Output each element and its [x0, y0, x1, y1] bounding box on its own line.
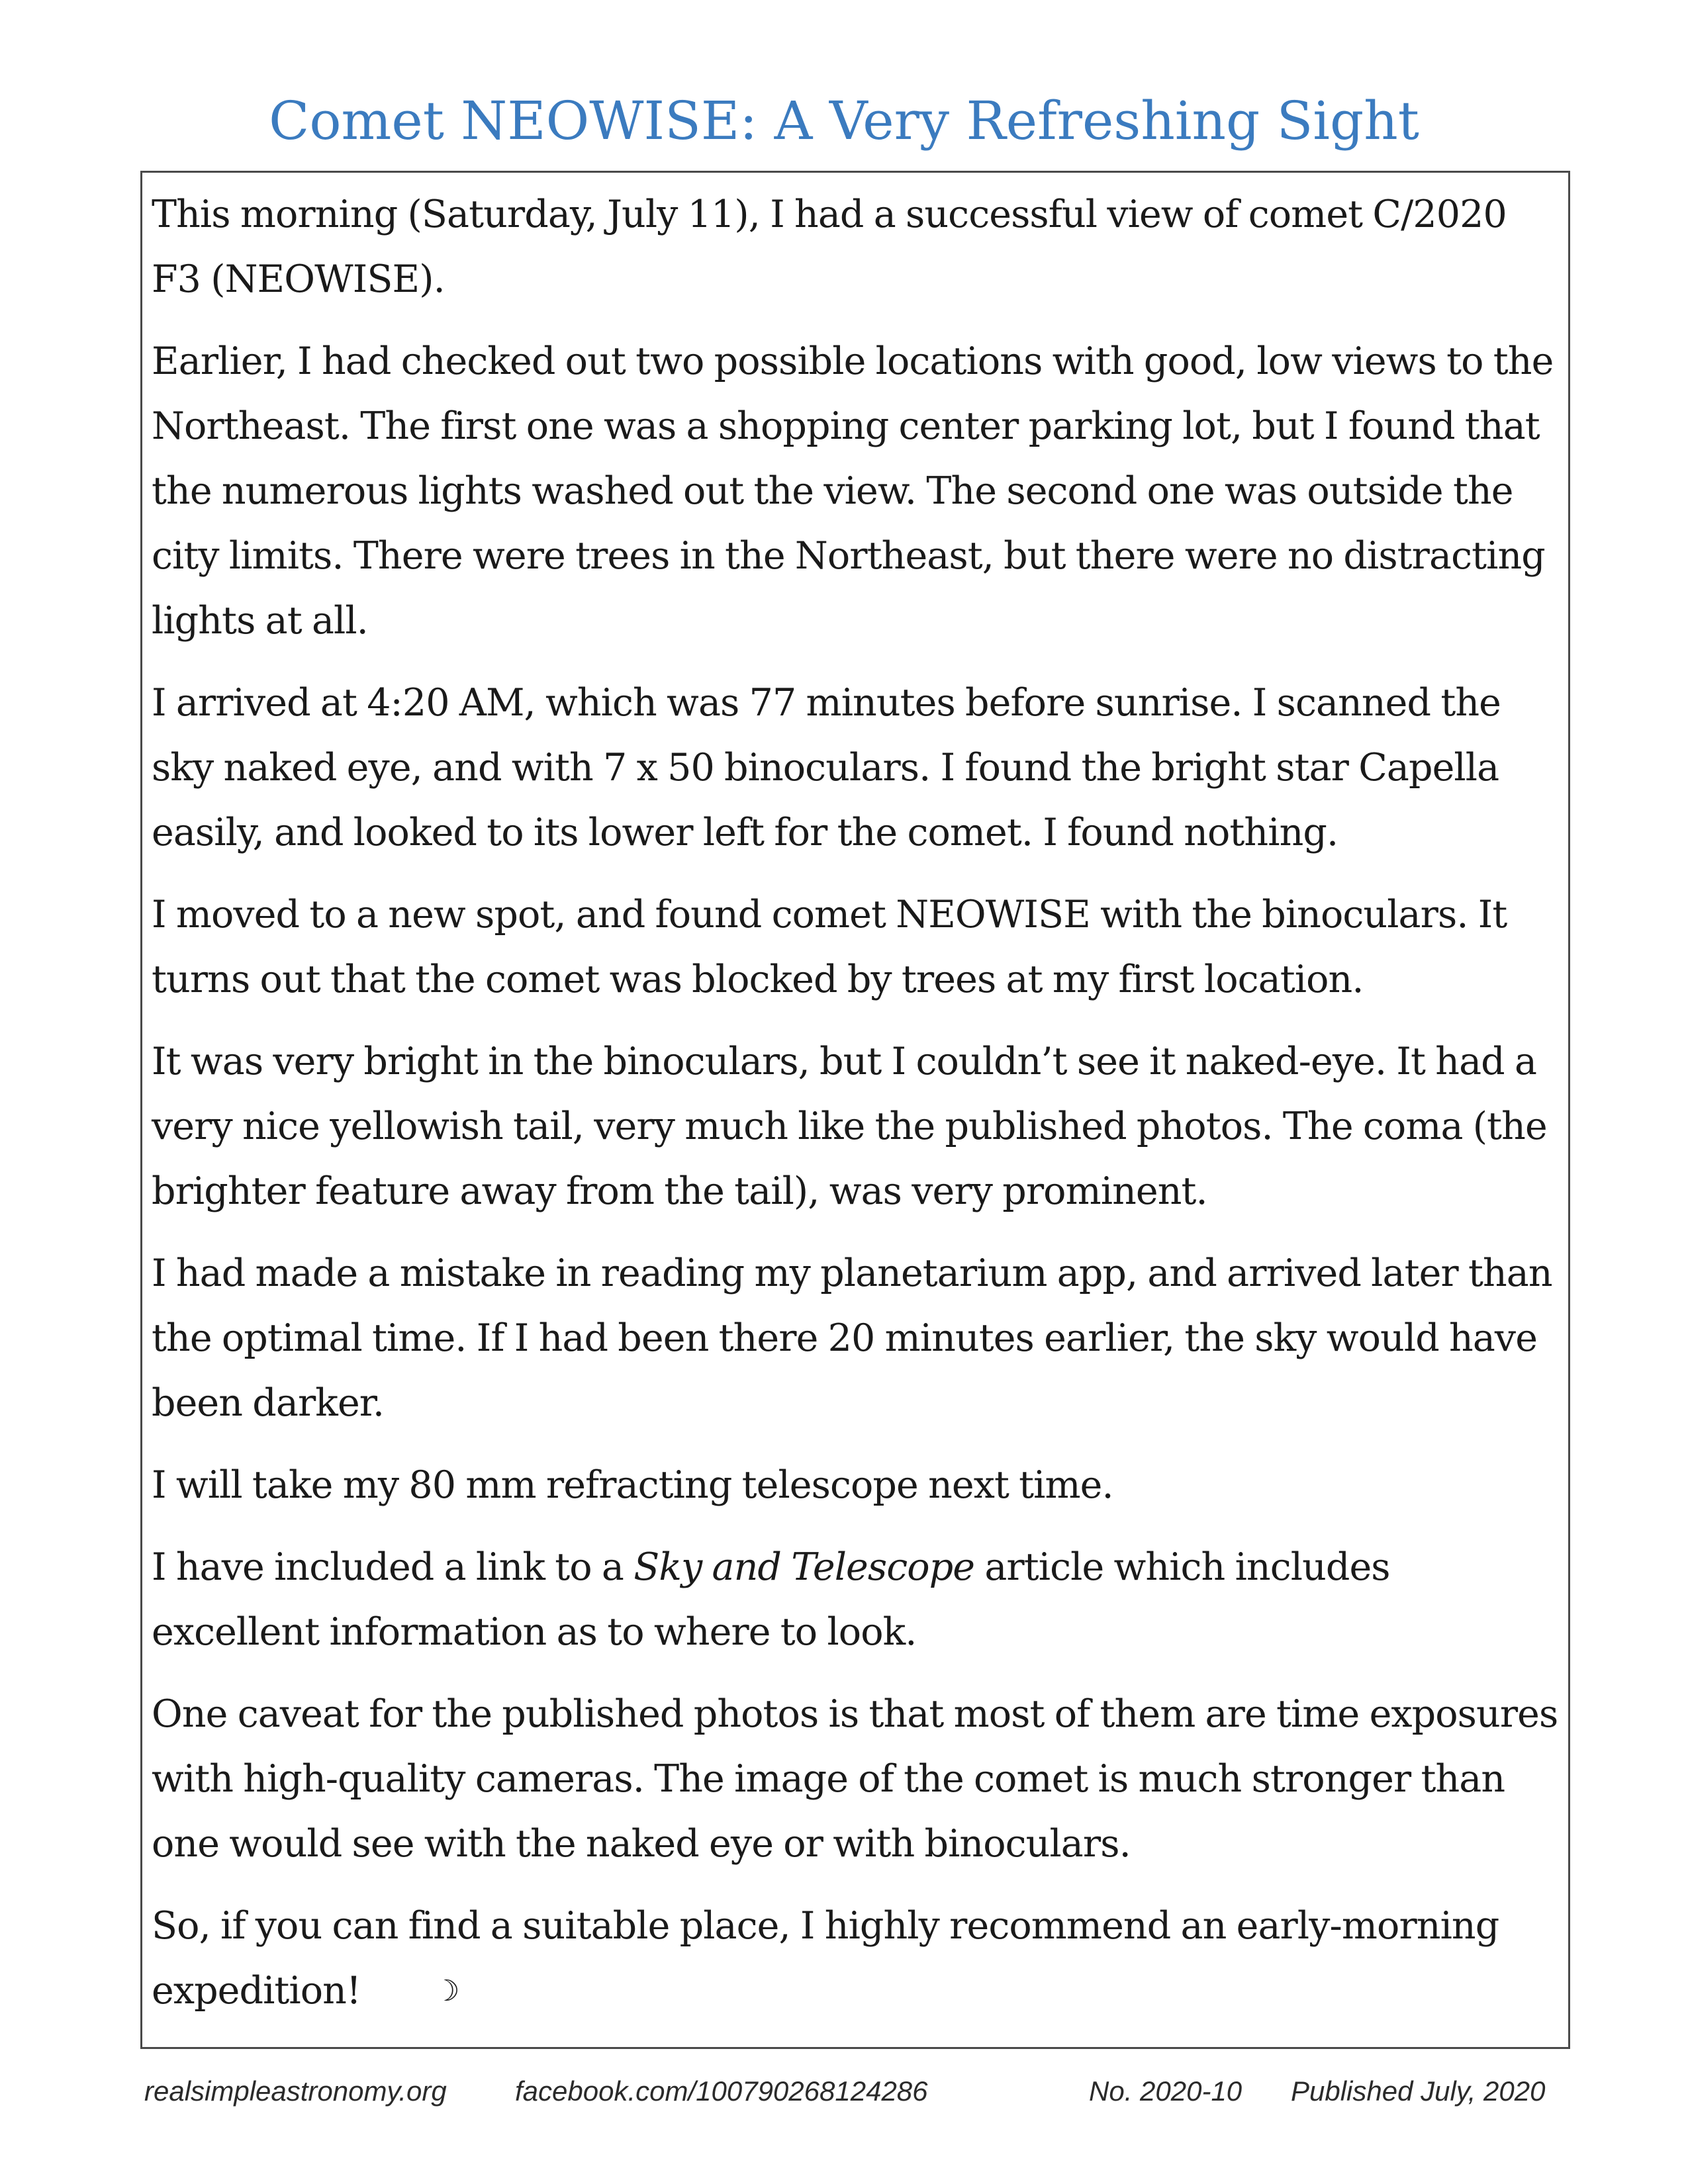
page-title: Comet NEOWISE: A Very Refreshing Sight: [269, 90, 1419, 152]
paragraph-closing: [152, 1893, 1559, 2024]
footer-published-date: Published July, 2020: [1291, 2075, 1546, 2107]
paragraph-intro: This morning (Saturday, July 11), I had a successful view of comet C/2020 F3 (NEOWISE).: [152, 193, 1507, 301]
crescent-moon-icon: ☽: [434, 1974, 459, 2008]
closing-text: So, if you can find a suitable place, I highly recommend an early-morning expedition!: [152, 1904, 1499, 2013]
paragraph-arrival: I arrived at 4:20 AM, which was 77 minutes before sunrise. I scanned the sky naked eye, and with 7 x 50 binoculars. I found the bright star Capella easily, and looked to its lower left for the comet. I found nothing.: [152, 681, 1501, 854]
paragraph-telescope: I will take my 80 mm refracting telescope next time.: [152, 1463, 1113, 1507]
footer-website[interactable]: realsimpleastronomy.org: [144, 2075, 447, 2107]
paragraph-description: It was very bright in the binoculars, but I couldn’t see it naked-eye. It had a very nice yellowish tail, very much like the published photos. The coma (the brighter feature away from the tail), was very prominent.: [152, 1040, 1547, 1213]
publication-title: Sky and Telescope: [633, 1545, 975, 1589]
article-box: [140, 171, 1570, 2049]
paragraph-locations: Earlier, I had checked out two possible locations with good, low views to the Northeast. The first one was a shopping center parking lot, but I found that the numerous lights washed out the view. The second one was outside the city limits. There were trees in the Northeast, but there were no distracting lights at all.: [152, 340, 1554, 643]
link-text-after: article which includes excellent information as to where to look.: [152, 1545, 1390, 1654]
link-text-before: I have included a link to a: [152, 1545, 634, 1589]
footer: [0, 2071, 1688, 2111]
paragraph-found-comet: I moved to a new spot, and found comet NEOWISE with the binoculars. It turns out that the comet was blocked by trees at my first location.: [152, 893, 1507, 1001]
footer-facebook[interactable]: facebook.com/100790268124286: [515, 2075, 928, 2107]
footer-issue-number: No. 2020-10: [1089, 2075, 1243, 2107]
paragraph-link: [152, 1535, 1559, 1664]
paragraph-mistake: I had made a mistake in reading my planetarium app, and arrived later than the optimal time. If I had been there 20 minutes earlier, the sky would have been darker.: [152, 1251, 1552, 1425]
paragraph-caveat: One caveat for the published photos is that most of them are time exposures with high-quality cameras. The image of the comet is much stronger than one would see with the naked eye or with binoculars.: [152, 1692, 1558, 1866]
